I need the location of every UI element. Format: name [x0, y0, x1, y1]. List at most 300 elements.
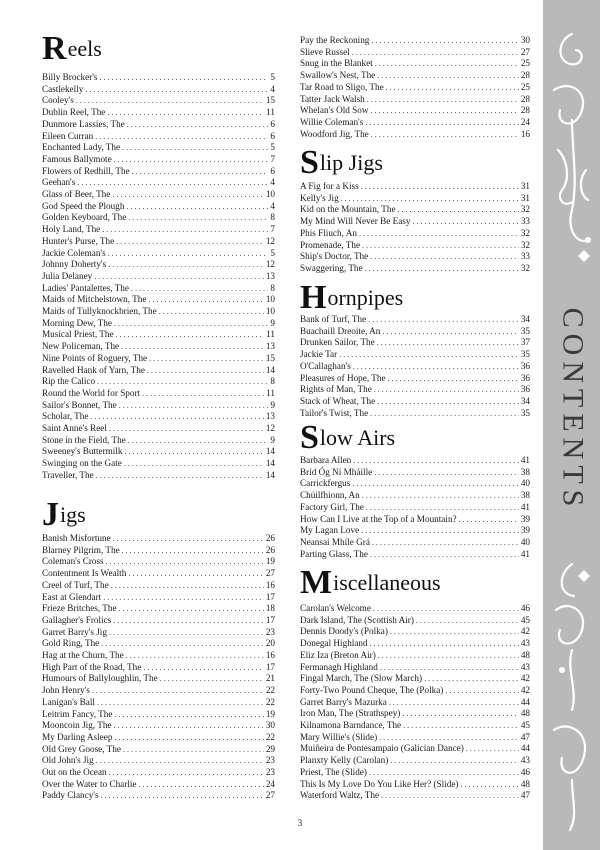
- section-heading-initial: R: [42, 30, 67, 67]
- contents-entry[interactable]: [42, 141, 275, 153]
- entry-page-number: 48: [520, 649, 530, 660]
- entry-page-number: 17: [265, 591, 275, 602]
- entry-title: This Is My Love Do You Like Her? (Slide): [300, 778, 459, 789]
- entry-page-number: 39: [520, 513, 530, 524]
- entry-page-number: 40: [520, 536, 530, 547]
- contents-entry[interactable]: [42, 457, 275, 469]
- contents-entry[interactable]: [300, 262, 530, 274]
- contents-entry[interactable]: [300, 684, 530, 696]
- section-heading-initial: S: [300, 144, 319, 181]
- entry-title: Julia Delaney: [42, 270, 93, 281]
- entry-title: O'Callaghan's: [300, 360, 351, 371]
- entry-page-number: 28: [520, 93, 530, 104]
- entry-title: Drunken Sailor, The: [300, 337, 375, 348]
- contents-entry[interactable]: [42, 94, 275, 106]
- dot-leader: [101, 789, 264, 802]
- entry-page-number: 42: [520, 673, 530, 684]
- entry-page-number: 17: [265, 661, 275, 672]
- entry-page-number: 35: [520, 325, 530, 336]
- entry-title: Humours of Ballyloughlin, The: [42, 673, 158, 684]
- contents-entry[interactable]: [42, 544, 275, 556]
- entry-page-number: 15: [265, 95, 275, 106]
- contents-entry[interactable]: [42, 532, 275, 544]
- contents-entry[interactable]: [42, 340, 275, 352]
- entry-title: Maids of Tullyknockbrien, The: [42, 306, 157, 316]
- contents-entry[interactable]: [42, 305, 275, 317]
- entry-title: Donegal Highland: [300, 638, 368, 649]
- entry-page-number: 15: [265, 352, 275, 363]
- entry-page-number: 10: [265, 294, 275, 305]
- entry-title: Stone in the Field, The: [42, 434, 126, 445]
- contents-entry[interactable]: [42, 754, 275, 766]
- contents-entry[interactable]: [300, 513, 530, 525]
- contents-entry[interactable]: [300, 104, 530, 116]
- entry-title: Parting Glass, The: [300, 548, 368, 559]
- celtic-ornament-bottom-icon: [548, 560, 596, 840]
- entry-title: Dublin Reel, The: [42, 107, 106, 118]
- entry-title: Banish Misfortune: [42, 533, 111, 543]
- contents-entry[interactable]: [42, 719, 275, 731]
- entry-page-number: 16: [520, 128, 530, 139]
- entry-title: Mary Willie's (Slide): [300, 731, 378, 742]
- entry-title: Enchanted Lady, The: [42, 142, 121, 153]
- entry-page-number: 5: [270, 247, 275, 258]
- entry-page-number: 35: [520, 349, 530, 360]
- contents-entry[interactable]: [300, 501, 530, 513]
- entry-page-number: 8: [270, 282, 275, 293]
- entry-page-number: 26: [265, 544, 275, 555]
- contents-entry[interactable]: [300, 116, 530, 128]
- contents-entry[interactable]: [42, 200, 275, 212]
- entry-page-number: 43: [520, 661, 530, 672]
- entry-title: Sailor's Bonnet, The: [42, 399, 117, 410]
- contents-entry[interactable]: [300, 383, 530, 395]
- entry-page-number: 22: [265, 685, 275, 696]
- entry-title: Billy Brocker's: [42, 72, 98, 82]
- entry-page-number: 36: [520, 360, 530, 371]
- contents-entry[interactable]: [42, 422, 275, 434]
- contents-entry[interactable]: [42, 626, 275, 638]
- contents-entry[interactable]: [42, 282, 275, 294]
- contents-entry[interactable]: [300, 180, 530, 192]
- section-heading-text: eels: [67, 36, 102, 61]
- entry-title: High Part of the Road, The: [42, 661, 142, 672]
- contents-entry[interactable]: [42, 579, 275, 591]
- contents-entry[interactable]: [300, 602, 530, 614]
- entry-title: Gold Ring, The: [42, 638, 100, 649]
- contents-entry[interactable]: [42, 352, 275, 364]
- entry-page-number: 7: [270, 153, 275, 164]
- entry-title: Jackie Coleman's: [42, 247, 106, 258]
- section-heading-text: low Airs: [319, 425, 396, 450]
- contents-entry[interactable]: [42, 176, 275, 188]
- contents-entry[interactable]: [42, 410, 275, 422]
- entry-title: Muiñeira de Pontesampaio (Galician Dance): [300, 743, 464, 754]
- entry-page-number: 48: [520, 778, 530, 789]
- contents-entry[interactable]: [300, 731, 530, 743]
- entry-page-number: 28: [520, 70, 530, 81]
- entry-page-number: 28: [520, 105, 530, 116]
- entry-title: Golden Keyboard, The: [42, 212, 127, 223]
- contents-entry[interactable]: [42, 364, 275, 376]
- contents-entry[interactable]: [300, 489, 530, 501]
- contents-entry[interactable]: [300, 57, 530, 69]
- entry-title: Fermanagh Highland: [300, 661, 378, 672]
- entry-title: My Mind Will Never Be Easy: [300, 216, 411, 227]
- entry-page-number: 25: [520, 58, 530, 69]
- entry-page-number: 44: [520, 743, 530, 754]
- entry-page-number: 37: [520, 337, 530, 348]
- entry-title: Swinging on the Gate: [42, 458, 122, 469]
- contents-entry[interactable]: [300, 81, 530, 93]
- entry-title: Phis Fliuch, An: [300, 227, 357, 238]
- contents-entry[interactable]: [42, 223, 275, 235]
- entry-page-number: 36: [520, 384, 530, 395]
- entry-title: Cooley's: [42, 95, 74, 106]
- entry-title: Factory Girl, The: [300, 501, 364, 512]
- entry-page-number: 10: [265, 306, 275, 316]
- entry-title: Old Grey Goose, The: [42, 743, 121, 754]
- contents-entry[interactable]: [42, 743, 275, 755]
- contents-entry[interactable]: [42, 165, 275, 177]
- entry-page-number: 21: [265, 673, 275, 684]
- entry-page-number: 48: [520, 708, 530, 719]
- entry-page-number: 46: [520, 766, 530, 777]
- entry-title: Snug in the Blanket: [300, 58, 373, 69]
- entry-title: Dunmore Lassies, The: [42, 118, 125, 129]
- entry-page-number: 10: [265, 189, 275, 199]
- contents-entry[interactable]: [42, 188, 275, 200]
- entry-title: Leitrim Fancy, The: [42, 708, 113, 719]
- contents-entry[interactable]: [42, 766, 275, 778]
- contents-entry[interactable]: [42, 684, 275, 696]
- contents-entry[interactable]: [42, 434, 275, 446]
- entry-title: Dark Island, The (Scottish Air): [300, 614, 414, 625]
- entry-title: Planxty Kelly (Carolan): [300, 755, 389, 766]
- contents-entry[interactable]: [300, 325, 530, 337]
- entry-page-number: 35: [520, 407, 530, 418]
- entry-title: Creel of Turf, The: [42, 579, 109, 590]
- entry-page-number: 23: [265, 767, 275, 777]
- entry-title: Kelly's Jig: [300, 192, 339, 203]
- entry-title: Holy Land, The: [42, 224, 101, 235]
- entry-title: Priest, The (Slide): [300, 766, 367, 777]
- entry-page-number: 12: [265, 259, 275, 270]
- contents-entry[interactable]: [300, 754, 530, 766]
- entry-page-number: 13: [265, 270, 275, 281]
- entry-page-number: 9: [270, 399, 275, 410]
- entry-page-number: 27: [265, 790, 275, 801]
- entry-title: Kid on the Mountain, The: [300, 204, 396, 215]
- contents-entry[interactable]: [42, 317, 275, 329]
- entry-page-number: 36: [520, 372, 530, 383]
- contents-entry[interactable]: [300, 614, 530, 626]
- contents-entry[interactable]: [300, 454, 530, 466]
- contents-entry[interactable]: [42, 293, 275, 305]
- entry-page-number: 14: [265, 446, 275, 457]
- entry-page-number: 31: [520, 181, 530, 191]
- entry-page-number: 11: [266, 329, 275, 340]
- contents-entry[interactable]: [300, 93, 530, 105]
- entry-title: Carolan's Welcome: [300, 603, 371, 613]
- entry-title: Jackie Tar: [300, 349, 338, 360]
- entry-page-number: 26: [265, 533, 275, 543]
- entry-page-number: 32: [520, 204, 530, 215]
- entry-title: Promenade, The: [300, 239, 361, 250]
- contents-entry[interactable]: [300, 536, 530, 548]
- entry-title: Ladies' Pantalettes, The: [42, 282, 129, 293]
- entry-title: Whelan's Old Sow: [300, 105, 369, 116]
- entry-title: Nine Points of Roguery, The: [42, 352, 148, 363]
- entry-title: Frieze Britches, The: [42, 603, 117, 614]
- contents-entry[interactable]: [42, 731, 275, 743]
- contents-entry[interactable]: [300, 789, 530, 801]
- contents-entry[interactable]: [42, 649, 275, 661]
- entry-page-number: 25: [520, 81, 530, 92]
- entry-page-number: 16: [265, 650, 275, 660]
- entry-page-number: 30: [520, 35, 530, 45]
- entry-title: Hag at the Churn, The: [42, 650, 124, 660]
- contents-entry[interactable]: [42, 387, 275, 399]
- entry-page-number: 23: [265, 626, 275, 637]
- entry-title: Maids of Mitchelstown, The: [42, 294, 147, 305]
- contents-entry[interactable]: [42, 445, 275, 457]
- entry-page-number: 12: [265, 235, 275, 246]
- contents-entry[interactable]: [300, 250, 530, 262]
- contents-entry[interactable]: [300, 672, 530, 684]
- contents-entry[interactable]: [300, 46, 530, 58]
- entry-page-number: 43: [520, 638, 530, 649]
- entry-title: Waterford Waltz, The: [300, 790, 380, 801]
- contents-entry[interactable]: [300, 742, 530, 754]
- entry-title: Bríd Óg Ní Mháille: [300, 466, 373, 477]
- contents-entry[interactable]: [42, 637, 275, 649]
- contents-entry[interactable]: [300, 637, 530, 649]
- entry-title: Lanigan's Ball: [42, 696, 95, 707]
- entry-title: My Darling Asleep: [42, 731, 113, 742]
- contents-entry[interactable]: [300, 336, 530, 348]
- entry-page-number: 33: [520, 251, 530, 262]
- section-heading: [42, 30, 102, 67]
- contents-entry[interactable]: [300, 313, 530, 325]
- contents-entry[interactable]: [42, 270, 275, 282]
- contents-entry[interactable]: [42, 591, 275, 603]
- entry-title: Scholar, The: [42, 411, 89, 422]
- entry-page-number: 44: [520, 696, 530, 707]
- entry-page-number: 4: [270, 177, 275, 188]
- contents-entry[interactable]: [42, 235, 275, 247]
- contents-entry[interactable]: [42, 567, 275, 579]
- entry-page-number: 6: [270, 130, 275, 141]
- contents-entry[interactable]: [300, 69, 530, 81]
- contents-entry[interactable]: [300, 766, 530, 778]
- dot-leader: [370, 407, 519, 420]
- entry-title: Blarney Pilgrim, The: [42, 544, 120, 555]
- dot-leader: [370, 548, 519, 561]
- contents-entry[interactable]: [300, 348, 530, 360]
- section-heading-text: igs: [60, 502, 86, 527]
- entry-title: Slieve Russel: [300, 46, 350, 57]
- entry-page-number: 13: [265, 341, 275, 352]
- entry-page-number: 12: [265, 423, 275, 433]
- entry-page-number: 4: [270, 200, 275, 211]
- section-heading-initial: S: [300, 419, 319, 456]
- contents-entry[interactable]: [42, 153, 275, 165]
- entry-page-number: 18: [265, 603, 275, 614]
- contents-entry[interactable]: [42, 661, 275, 673]
- contents-entry[interactable]: [42, 672, 275, 684]
- entry-title: Barbara Allen: [300, 455, 352, 465]
- entry-page-number: 20: [265, 638, 275, 649]
- entry-title: Stack of Wheat, The: [300, 395, 376, 406]
- contents-entry[interactable]: [300, 661, 530, 673]
- entry-page-number: 13: [265, 411, 275, 422]
- entry-title: Pay the Reckoning: [300, 35, 370, 45]
- contents-entry[interactable]: [300, 34, 530, 46]
- entry-page-number: 6: [270, 165, 275, 176]
- contents-entry[interactable]: [300, 395, 530, 407]
- contents-entry[interactable]: [42, 328, 275, 340]
- entry-page-number: 17: [265, 614, 275, 625]
- entry-title: Forty-Two Pound Cheque, The (Polka): [300, 684, 444, 695]
- contents-entry[interactable]: [300, 227, 530, 239]
- section-heading: [42, 496, 86, 533]
- section-heading: [300, 144, 383, 181]
- entry-title: Eliz Iza (Breton Air): [300, 649, 376, 660]
- entry-title: Carrickfergus: [300, 478, 351, 489]
- entry-title: Geehan's: [42, 177, 76, 188]
- entry-title: Swaggering, The: [300, 262, 363, 273]
- entry-title: Iron Man, The (Strathspey): [300, 708, 401, 719]
- entry-title: Saint Anne's Reel: [42, 423, 107, 433]
- contents-entry[interactable]: [42, 258, 275, 270]
- contents-entry[interactable]: [300, 360, 530, 372]
- entry-title: Garret Barry's Mazurka: [300, 696, 387, 707]
- contents-entry[interactable]: [300, 649, 530, 661]
- entry-page-number: 5: [270, 142, 275, 153]
- entry-title: Round the World for Sport: [42, 387, 141, 398]
- entry-page-number: 45: [520, 614, 530, 625]
- entry-page-number: 11: [266, 107, 275, 118]
- contents-entry[interactable]: [300, 707, 530, 719]
- entry-title: Swallow's Nest, The: [300, 70, 376, 81]
- contents-entry[interactable]: [300, 548, 530, 560]
- contents-entry[interactable]: [300, 696, 530, 708]
- contents-entry[interactable]: [42, 71, 275, 83]
- contents-entry[interactable]: [42, 789, 275, 801]
- contents-entry[interactable]: [300, 625, 530, 637]
- entry-page-number: 31: [520, 192, 530, 203]
- contents-entry[interactable]: [300, 477, 530, 489]
- entry-title: My Lagan Love: [300, 525, 360, 536]
- contents-title: [548, 307, 596, 513]
- entry-title: Pleasures of Hope, The: [300, 372, 386, 383]
- entry-page-number: 27: [520, 46, 530, 57]
- entry-title: Famous Ballymote: [42, 153, 112, 164]
- entry-title: Contentment Is Wealth: [42, 568, 127, 579]
- contents-entry[interactable]: [42, 247, 275, 259]
- section-heading: [300, 419, 396, 456]
- entry-title: Glass of Beer, The: [42, 189, 111, 199]
- entry-title: Gallagher's Frolics: [42, 614, 112, 625]
- entry-title: Kilnamona Barndance, The: [300, 720, 402, 730]
- entry-page-number: 24: [265, 778, 275, 789]
- contents-entry[interactable]: [300, 128, 530, 140]
- celtic-ornament-top-icon: [548, 30, 596, 270]
- entry-title: Out on the Ocean: [42, 767, 107, 777]
- contents-entry[interactable]: [42, 778, 275, 790]
- contents-entry[interactable]: [42, 375, 275, 387]
- entry-page-number: 41: [520, 455, 530, 465]
- contents-entry[interactable]: [42, 211, 275, 223]
- contents-entry[interactable]: [300, 192, 530, 204]
- contents-entry[interactable]: [42, 555, 275, 567]
- entry-page-number: 42: [520, 626, 530, 637]
- contents-entry[interactable]: [42, 83, 275, 95]
- contents-entry[interactable]: [300, 466, 530, 478]
- entry-title: Neansaí Mhíle Grá: [300, 536, 370, 547]
- section-heading-text: ornpipes: [327, 285, 404, 310]
- contents-entry[interactable]: [42, 602, 275, 614]
- entry-page-number: 39: [520, 525, 530, 536]
- contents-entry[interactable]: [300, 407, 530, 419]
- entry-title: Johnny Doherty's: [42, 259, 107, 270]
- entry-page-number: 22: [265, 696, 275, 707]
- contents-entry[interactable]: [300, 524, 530, 536]
- dot-leader: [371, 128, 519, 141]
- entry-page-number: 32: [520, 262, 530, 273]
- entry-title: Morning Dew, The: [42, 317, 112, 328]
- entry-title: A Fig for a Kiss: [300, 181, 359, 191]
- contents-entry[interactable]: [42, 106, 275, 118]
- contents-entry[interactable]: [42, 469, 275, 481]
- entry-title: Willie Coleman's: [300, 116, 364, 127]
- contents-entry[interactable]: [300, 239, 530, 251]
- entry-title: Dennis Doody's (Polka): [300, 626, 388, 637]
- contents-entry[interactable]: [300, 203, 530, 215]
- entry-page-number: 14: [265, 364, 275, 375]
- entry-title: Ship's Doctor, The: [300, 251, 369, 262]
- entry-page-number: 30: [265, 720, 275, 731]
- contents-entry[interactable]: [42, 118, 275, 130]
- entry-page-number: 14: [265, 458, 275, 469]
- entry-title: Tailor's Twist, The: [300, 407, 369, 418]
- entry-title: Eileen Curran: [42, 130, 94, 141]
- contents-entry[interactable]: [42, 708, 275, 720]
- entry-page-number: 9: [270, 317, 275, 328]
- entry-title: Hunter's Purse, The: [42, 235, 115, 246]
- entry-title: How Can I Live at the Top of a Mountain?: [300, 513, 457, 524]
- entry-title: Sweeney's Buttermilk: [42, 446, 123, 457]
- contents-entry[interactable]: [42, 399, 275, 411]
- contents-entry[interactable]: [42, 696, 275, 708]
- contents-entry[interactable]: [300, 372, 530, 384]
- entry-title: Tatter Jack Walsh: [300, 93, 365, 104]
- contents-entry[interactable]: [300, 215, 530, 227]
- contents-entry[interactable]: [42, 130, 275, 142]
- contents-entry[interactable]: [300, 719, 530, 731]
- entry-page-number: 38: [520, 466, 530, 477]
- contents-entry[interactable]: [42, 614, 275, 626]
- entry-page-number: 45: [520, 720, 530, 730]
- contents-title-text: CONTENTS: [556, 307, 590, 513]
- contents-entry[interactable]: [300, 778, 530, 790]
- section-heading-initial: H: [300, 279, 327, 316]
- entry-page-number: 46: [520, 603, 530, 613]
- section-heading-text: iscellaneous: [333, 570, 441, 595]
- entry-title: Flowers of Redhill, The: [42, 165, 130, 176]
- entry-page-number: 24: [520, 116, 530, 127]
